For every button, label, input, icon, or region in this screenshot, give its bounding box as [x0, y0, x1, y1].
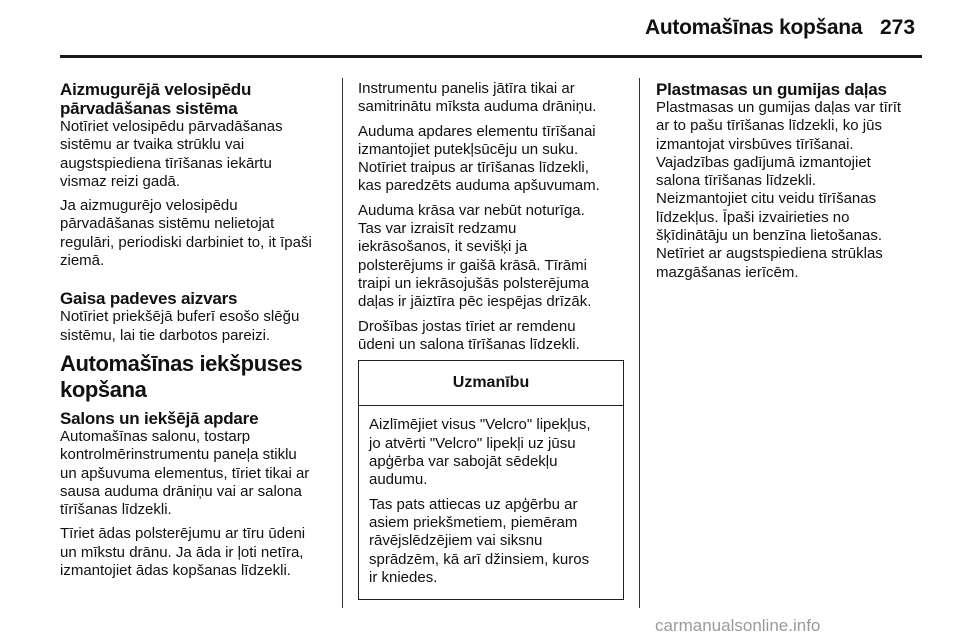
paragraph-bicycle-carrier-1: Notīriet velosipēdu pārvadāšanas sistēmu ar tvaika strūklu vai augstspiediena tīrīšanas iekārtu vismaz reizi gadā. — [60, 118, 283, 190]
caution-paragraph-sharp-objects: Tas pats attiecas uz apģērbu ar asiem priekšmetiem, piemēram rāvējslēdzējiem vai siksnu sprādzēm, kā arī džinsiem, kuros ir kniedes. — [369, 495, 590, 586]
paragraph-air-intake-shutter: Notīriet priekšējā buferī esošo slēğu sistēmu, lai tie darbotos pareizi. — [60, 308, 300, 344]
paragraph-plastic-rubber-parts: Plastmasas un gumijas daļas var tīrīt ar to pašu tīrīšanas līdzekli, ko jūs izmantojat virsbūves tīrīšanai. Vajadzības gadījumā izmantojiet salona tīrīšanas līdzekli. Neizmantojiet citu veidu tīrīšanas līdzekļus. Īpaši izvairieties no šķīdinātāju un benzīna lietošanas. Netīriet ar augstspiediena strūklas mazgāšanas ierīcēm. — [656, 99, 902, 281]
heading-bicycle-carrier: Aizmugurējā velosipēdu pārvadāšanas sistēma — [60, 80, 252, 118]
heading-cabin-trim: Salons un iekšējā apdare — [60, 408, 259, 428]
column-divider-left — [342, 78, 343, 608]
watermark: carmanualsonline.info — [655, 616, 821, 635]
caution-title: Uzmanību — [359, 361, 623, 406]
header-title: Automašīnas kopšana — [645, 16, 863, 39]
paragraph-seat-belts: Drošības jostas tīriet ar remdenu ūdeni un salona tīrīšanas līdzekli. — [358, 317, 580, 353]
heading-interior-care: Automašīnas iekšpuses kopšana — [60, 350, 303, 402]
column-middle — [358, 80, 624, 600]
heading-air-intake-shutter: Gaisa padeves aizvars — [60, 289, 238, 309]
column-divider-right — [639, 78, 640, 608]
paragraph-bicycle-carrier-2: Ja aizmugurējo velosipēdu pārvadāšanas sistēmu nelietojat regulāri, periodiski darbiniet to, it īpaši ziemā. — [60, 197, 312, 270]
column-left — [60, 80, 330, 586]
header-divider — [60, 55, 922, 58]
heading-plastic-rubber-parts: Plastmasas un gumijas daļas — [656, 80, 887, 99]
caution-body — [359, 406, 623, 599]
paragraph-instrument-panel: Instrumentu panelis jātīra tikai ar samitrinātu mīksta auduma drāniņu. — [358, 80, 597, 116]
paragraph-cabin-trim-2: Tīriet ādas polsterējumu ar tīru ūdeni un mīkstu drānu. Ja āda ir ļoti netīra, izmantojiet ādas kopšanas līdzekli. — [60, 525, 306, 580]
caution-box — [358, 360, 624, 600]
page-number: 273 — [880, 16, 916, 39]
column-right — [656, 80, 931, 288]
paragraph-fabric-color: Auduma krāsa var nebūt noturīga. Tas var izraisīt redzamu iekrāsošanos, it sevišķi ja polsterējums ir gaišā krāsā. Tīrāmi traipi un iekrāsojušās polsterējuma daļas ir jāiztīra pēc iespējas drīzāk. — [358, 201, 592, 311]
caution-paragraph-velcro: Aizlīmējiet visus "Velcro" lipekļus, jo atvērti "Velcro" lipekļi uz jūsu apģērba var sabojāt sēdekļu audumu. — [369, 416, 591, 489]
paragraph-cabin-trim-1: Automašīnas salonu, tostarp kontrolmērinstrumentu paneļa stiklu un apšuvuma elementus, tīriet tikai ar sausa auduma drāniņu vai ar salona tīrīšanas līdzekli. — [60, 427, 310, 519]
paragraph-fabric-cleaning: Auduma apdares elementu tīrīšanai izmantojiet putekļsūcēju un suku. Notīriet traipus ar tīrīšanas līdzekli, kas paredzēts auduma apšuvumam. — [358, 122, 600, 195]
